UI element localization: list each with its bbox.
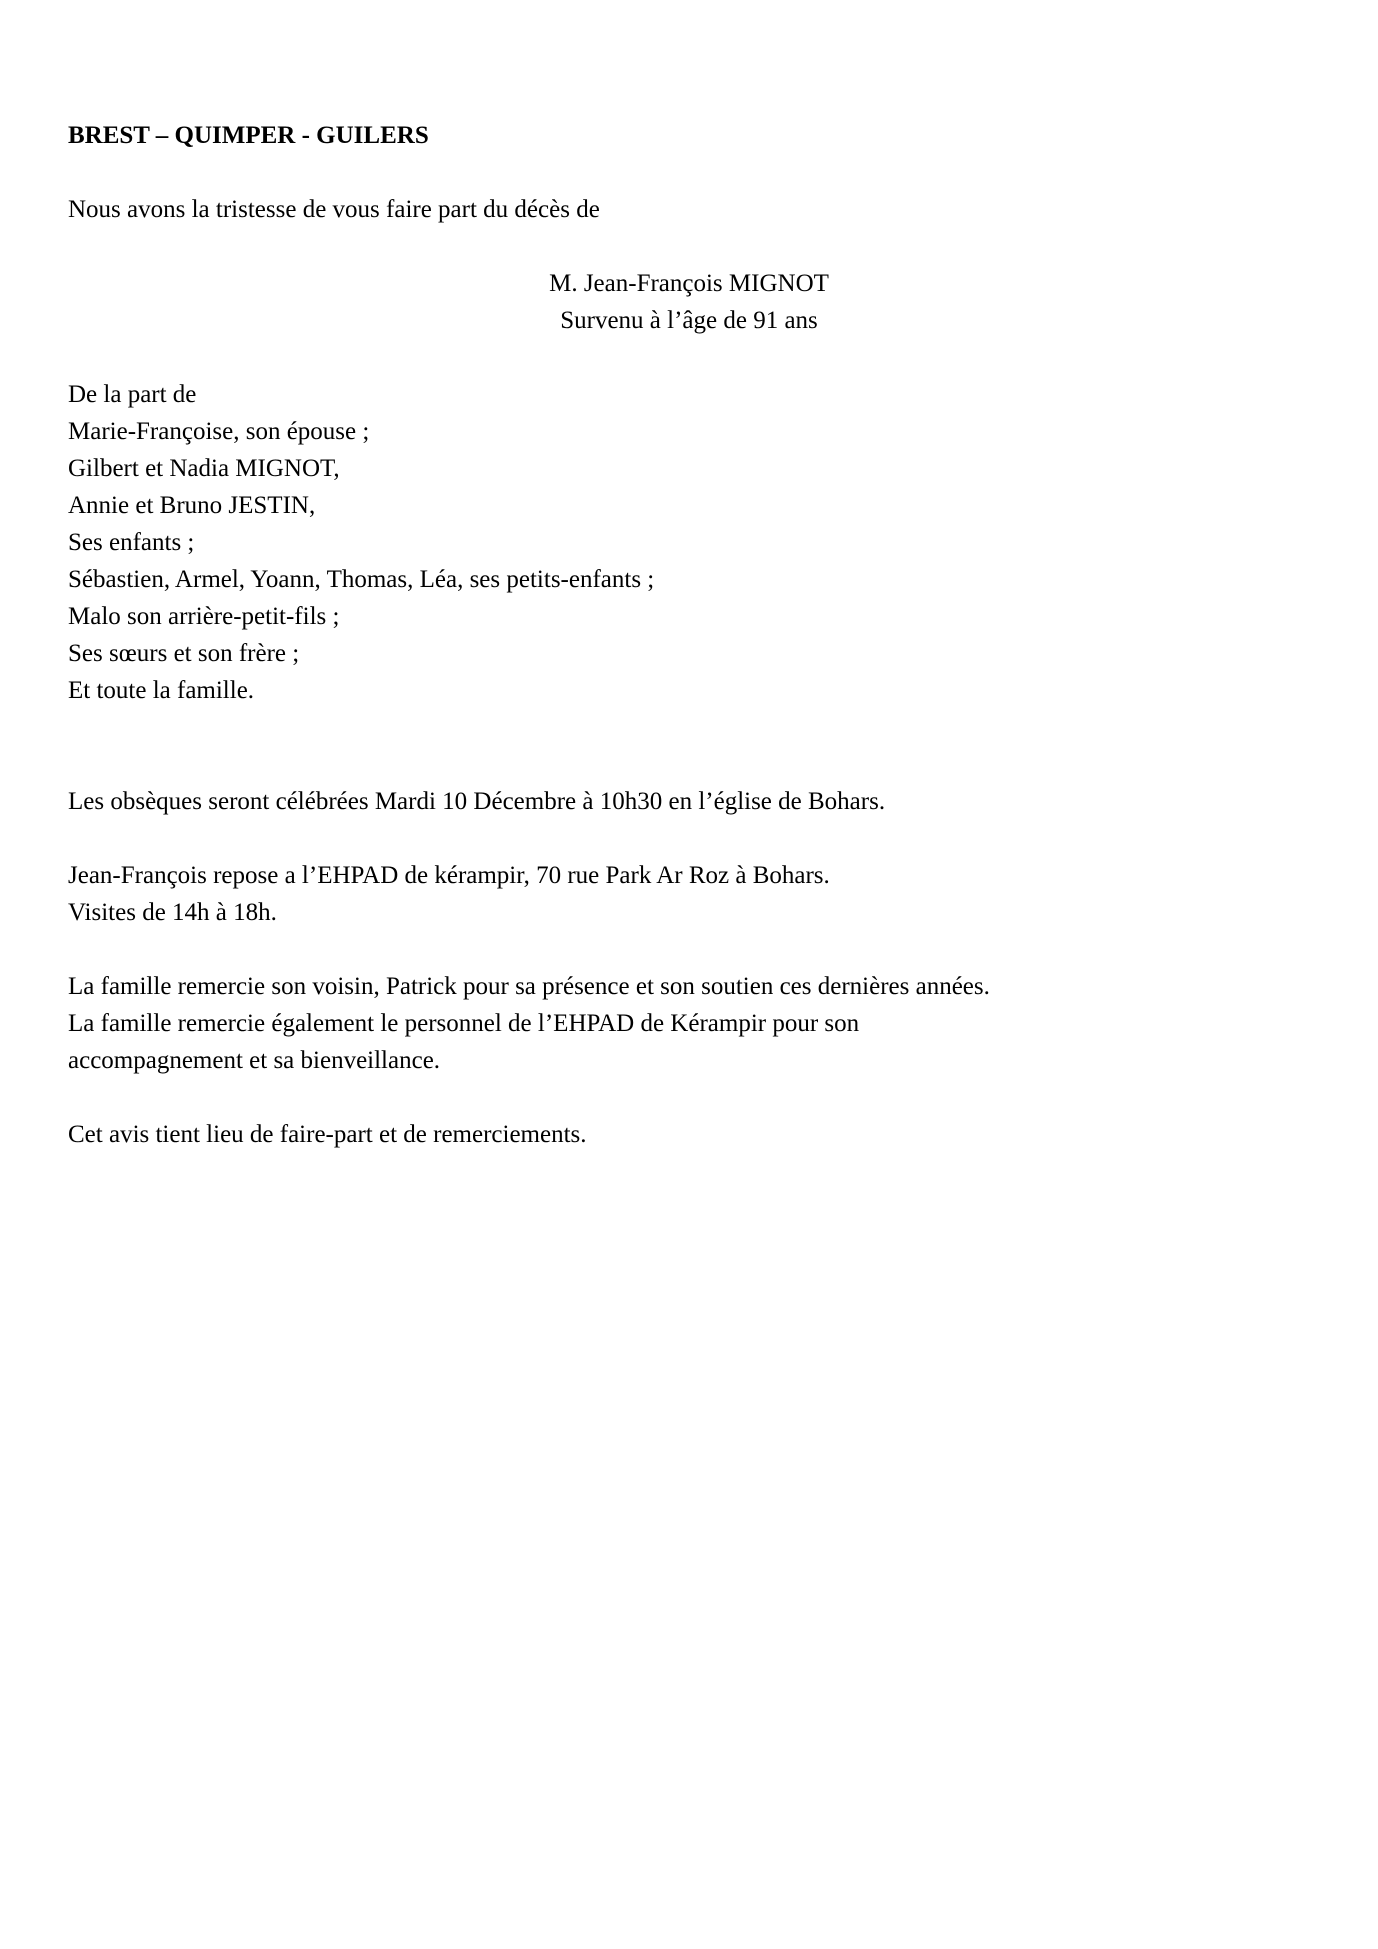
spacer bbox=[68, 746, 1310, 783]
family-line-children-label: Ses enfants ; bbox=[68, 529, 195, 556]
spacer bbox=[68, 154, 1310, 191]
page-title: BREST – QUIMPER - GUILERS bbox=[68, 122, 429, 149]
deceased-age-line: Survenu à l’âge de 91 ans bbox=[560, 307, 818, 334]
family-line-greatgrandson: Malo son arrière-petit-fils ; bbox=[68, 603, 340, 630]
repose-address-line: Jean-François repose a l’EHPAD de kérampir, 70 rue Park Ar Roz à Bohars. bbox=[68, 862, 830, 889]
spacer bbox=[68, 228, 1310, 265]
spacer bbox=[68, 820, 1310, 857]
repose-visits-line: Visites de 14h à 18h. bbox=[68, 899, 277, 926]
family-line-children-1: Gilbert et Nadia MIGNOT, bbox=[68, 455, 340, 482]
deceased-name: M. Jean-François MIGNOT bbox=[549, 270, 829, 297]
spacer bbox=[68, 339, 1310, 376]
intro-line: Nous avons la tristesse de vous faire part du décès de bbox=[68, 196, 600, 223]
spacer bbox=[68, 1079, 1310, 1116]
thanks-line-2: La famille remercie également le personnel de l’EHPAD de Kérampir pour son bbox=[68, 1010, 860, 1037]
thanks-line-3: accompagnement et sa bienveillance. bbox=[68, 1047, 441, 1074]
spacer bbox=[68, 931, 1310, 968]
ceremony-line: Les obsèques seront célébrées Mardi 10 Décembre à 10h30 en l’église de Bohars. bbox=[68, 788, 886, 815]
family-line-whole-family: Et toute la famille. bbox=[68, 677, 255, 704]
family-line-children-2: Annie et Bruno JESTIN, bbox=[68, 492, 316, 519]
closing-line: Cet avis tient lieu de faire-part et de remerciements. bbox=[68, 1121, 587, 1148]
family-line-grandchildren: Sébastien, Armel, Yoann, Thomas, Léa, ses petits-enfants ; bbox=[68, 566, 655, 593]
family-line-siblings: Ses sœurs et son frère ; bbox=[68, 640, 300, 667]
family-line-spouse: Marie-Françoise, son épouse ; bbox=[68, 418, 370, 445]
spacer bbox=[68, 709, 1310, 746]
thanks-line-1: La famille remercie son voisin, Patrick pour sa présence et son soutien ces dernières années. bbox=[68, 973, 990, 1000]
family-intro-line: De la part de bbox=[68, 381, 197, 408]
